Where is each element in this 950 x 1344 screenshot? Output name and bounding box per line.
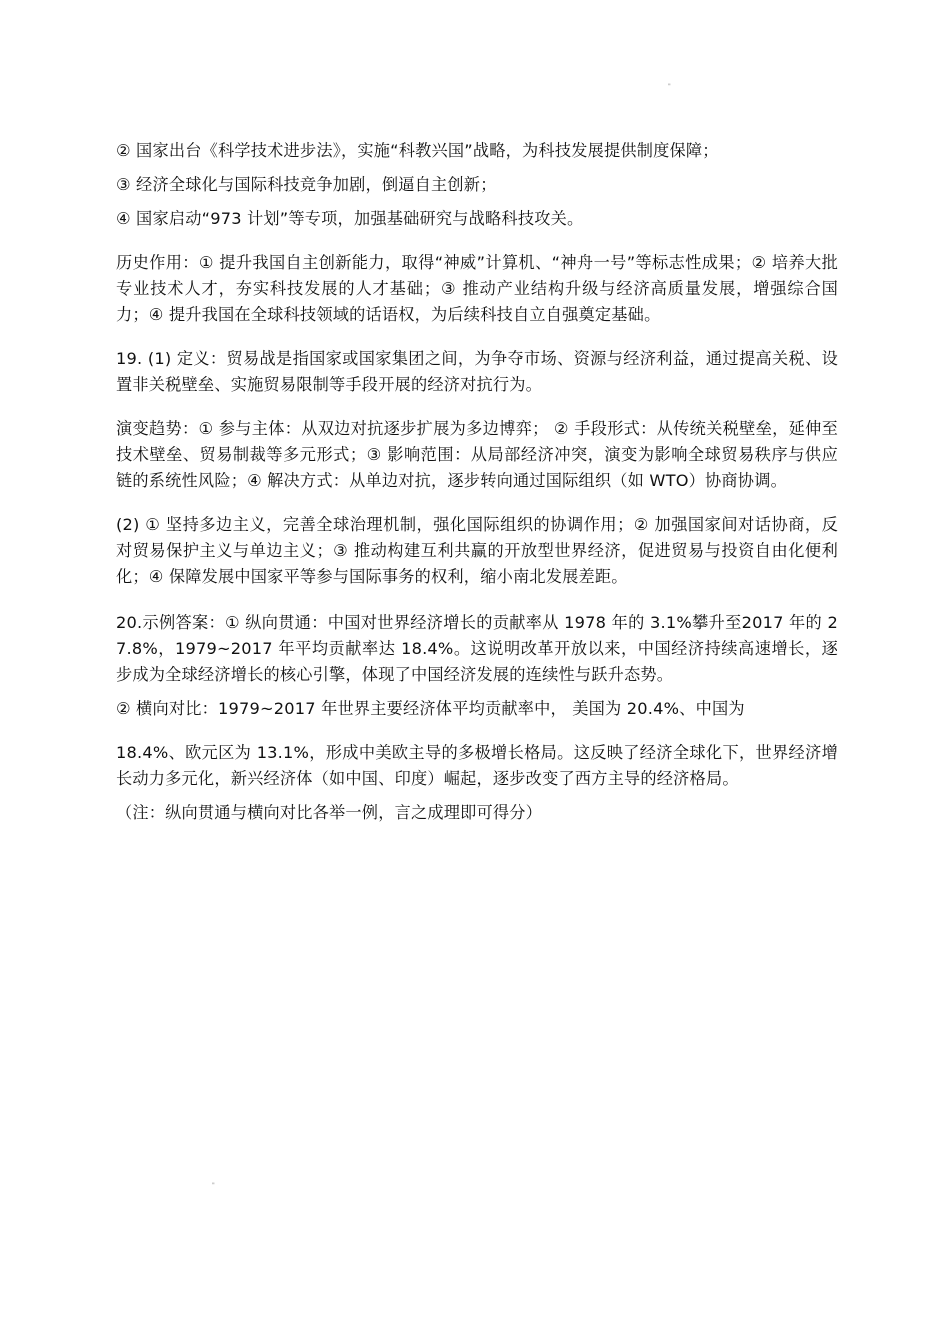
paragraph-measure-4: ④ 国家启动“973 计划”等专项，加强基础研究与战略科技攻关。: [116, 209, 584, 228]
paragraph-q19-part2: (2) ① 坚持多边主义，完善全球治理机制，强化国际组织的协调作用；② 加强国家间对话协商，反对贸易保护主义与单边主义；③ 推动构建互利共赢的开放型世界经济，促进贸易与投资自由化便利化；④ 保障发展中国家平等参与国际事务的权利，缩小南北发展差距。: [116, 515, 838, 586]
paragraph-q19-definition: 19. (1) 定义：贸易战是指国家或国家集团之间，为争夺市场、资源与经济利益，通过提高关税、设置非关税壁垒、实施贸易限制等手段开展的经济对抗行为。: [116, 349, 838, 394]
paragraph-q20-horizontal-cont: 18.4%、欧元区为 13.1%，形成中美欧主导的多极增长格局。这反映了经济全球化下，世界经济增长动力多元化，新兴经济体（如中国、印度）崛起，逐步改变了西方主导的经济格局。: [116, 743, 838, 788]
header-mark: ": [668, 83, 671, 90]
paragraph-q19-trend: 演变趋势：① 参与主体：从双边对抗逐步扩展为多边博弈； ② 手段形式：从传统关税壁垒，延伸至技术壁垒、贸易制裁等多元形式；③ 影响范围：从局部经济冲突，演变为影响全球贸易秩序与供应链的系统性风险；④ 解决方式：从单边对抗，逐步转向通过国际组织（如 WTO）协商协调。: [116, 419, 838, 490]
paragraph-note: （注：纵向贯通与横向对比各举一例，言之成理即可得分）: [116, 803, 543, 822]
paragraph-q20-horizontal-start: ② 横向对比：1979~2017 年世界主要经济体平均贡献率中， 美国为 20.4%、中国为: [116, 699, 745, 718]
answer-content: [116, 138, 838, 826]
paragraph-q20-vertical: 20.示例答案：① 纵向贯通：中国对世界经济增长的贡献率从 1978 年的 3.1%攀升至2017 年的 27.8%，1979~2017 年平均贡献率达 18.4%。这说明改革开放以来，中国经济持续高速增长，逐步成为全球经济增长的核心引擎，体现了中国经济发展的连续性与跃升态势。: [116, 613, 838, 684]
footer-mark: ": [212, 1182, 215, 1189]
paragraph-measure-2: ② 国家出台《科学技术进步法》，实施“科教兴国”战略，为科技发展提供制度保障；: [116, 141, 719, 160]
paragraph-historical-role: 历史作用：① 提升我国自主创新能力，取得“神威”计算机、“神舟一号”等标志性成果；② 培养大批专业技术人才，夯实科技发展的人才基础；③ 推动产业结构升级与经济高质量发展，增强综合国力；④ 提升我国在全球科技领域的话语权，为后续科技自立自强奠定基础。: [116, 253, 838, 324]
paragraph-measure-3: ③ 经济全球化与国际科技竞争加剧，倒逼自主创新；: [116, 175, 497, 194]
